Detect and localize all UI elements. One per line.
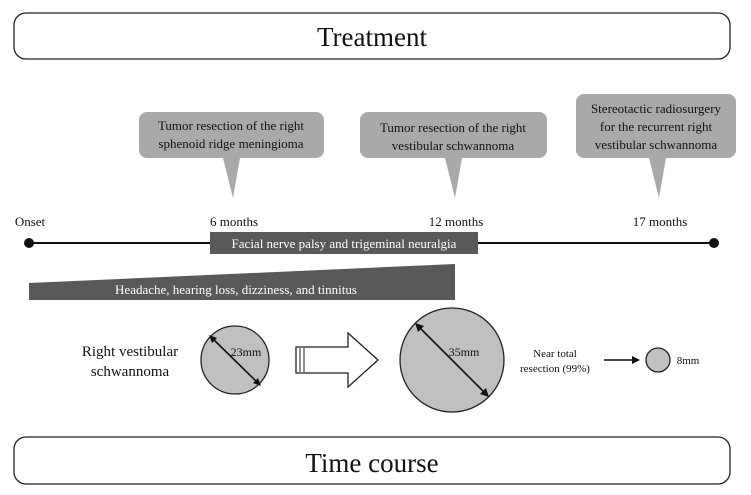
- tumor-label-line: schwannoma: [90, 364, 170, 380]
- treatment-header-title: Treatment: [317, 22, 427, 52]
- callout-line: Tumor resection of the right: [157, 118, 305, 133]
- treatment-callout-6-months: [139, 112, 324, 198]
- tumor-size-label-35mm: 35mm: [448, 345, 480, 359]
- tumor-size-label-23mm: 23mm: [230, 345, 262, 359]
- callout-line: Tumor resection of the right: [379, 120, 527, 135]
- time-course-footer-title: Time course: [305, 448, 439, 478]
- callout-line: vestibular schwannoma: [594, 137, 718, 152]
- tumor-size-label-8mm: 8mm: [676, 355, 700, 367]
- tumor-circle-8mm: [646, 348, 670, 372]
- resection-label-line: resection (99%): [520, 363, 590, 375]
- tumor-label-line: Right vestibular: [81, 344, 179, 360]
- treatment-callout-17-months: [576, 94, 736, 198]
- resection-label-line: Near total: [533, 348, 577, 360]
- growth-block-arrow: [296, 333, 378, 387]
- timeline-start-dot: [24, 238, 34, 248]
- tick-label-onset: Onset: [14, 214, 46, 229]
- facial-nerve-symptom-label: Facial nerve palsy and trigeminal neuralgia: [231, 236, 457, 251]
- arrowhead: [632, 356, 640, 364]
- callout-line: for the recurrent right: [599, 119, 713, 134]
- tick-label-12-months: 12 months: [428, 214, 484, 229]
- callout-line: Stereotactic radiosurgery: [590, 101, 722, 116]
- headache-symptom-label: Headache, hearing loss, dizziness, and tinnitus: [115, 282, 357, 297]
- treatment-callout-12-months: [360, 112, 547, 198]
- timeline-end-dot: [709, 238, 719, 248]
- callout-line: vestibular schwannoma: [391, 138, 515, 153]
- tick-label-17-months: 17 months: [632, 214, 688, 229]
- tick-label-6-months: 6 months: [209, 214, 259, 229]
- callout-line: sphenoid ridge meningioma: [158, 136, 304, 151]
